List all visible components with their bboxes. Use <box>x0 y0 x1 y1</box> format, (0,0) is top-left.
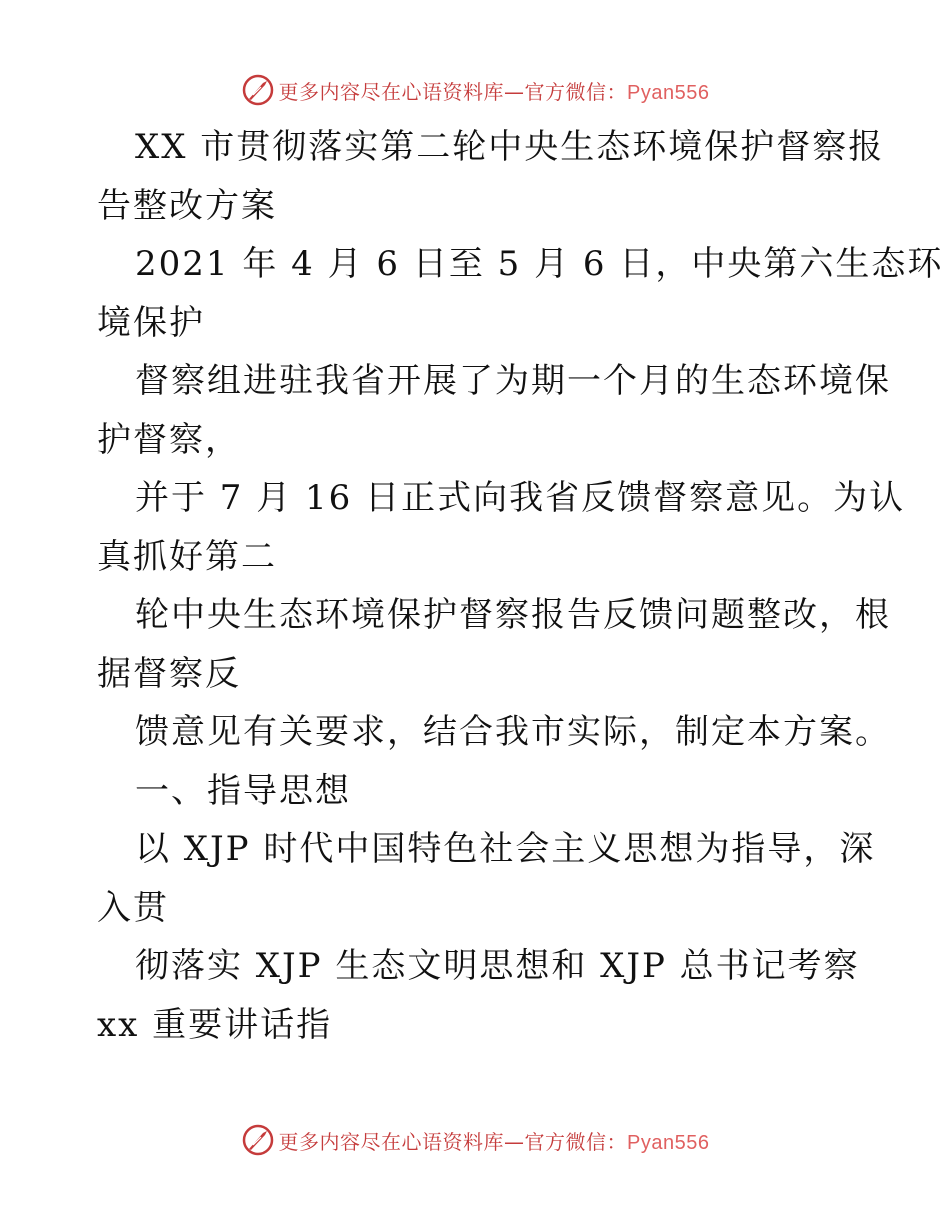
doc-title-line-2: 告整改方案 <box>97 185 277 226</box>
header-banner <box>0 70 950 110</box>
paragraph-line: 境保护 <box>97 302 205 343</box>
paragraph-line: 入贯 <box>97 887 169 928</box>
paragraph-line: 以 XJP 时代中国特色社会主义思想为指导，深 <box>135 829 876 869</box>
paragraph-line: 彻落实 XJP 生态文明思想和 XJP 总书记考察 <box>135 946 860 986</box>
paragraph-line: 据督察反 <box>97 653 241 694</box>
paragraph-line: 馈意见有关要求，结合我市实际，制定本方案。 <box>135 712 891 752</box>
paragraph-line: xx 重要讲话指 <box>97 1004 333 1045</box>
paragraph-line: 护督察， <box>97 419 241 460</box>
banner-title: 更多内容尽在心语资料库 <box>278 1129 505 1154</box>
banner-title: 更多内容尽在心语资料库 <box>278 79 505 104</box>
section-heading: 一、指导思想 <box>135 770 351 811</box>
banner-separator: — <box>504 79 525 104</box>
paragraph-line: 并于 7 月 16 日正式向我省反馈督察意见。为认 <box>135 478 906 518</box>
document-body <box>97 118 944 1054</box>
paragraph-line: 真抓好第二 <box>97 536 277 577</box>
banner-wechat-id: Pyan556 <box>627 81 710 104</box>
paragraph-line: 2021 年 4 月 6 日至 5 月 6 日，中央第六生态环 <box>135 244 944 284</box>
doc-title-line-1: XX 市贯彻落实第二轮中央生态环境保护督察报 <box>135 127 885 167</box>
banner-suffix: 官方微信： <box>524 79 628 104</box>
paragraph-line: 督察组进驻我省开展了为期一个月的生态环境保 <box>135 361 891 401</box>
banner-separator: — <box>504 1129 525 1154</box>
quill-pen-logo-icon <box>241 1123 275 1157</box>
quill-pen-logo-icon <box>241 73 275 107</box>
banner-wechat-id: Pyan556 <box>627 1131 710 1154</box>
banner-suffix: 官方微信： <box>524 1129 628 1154</box>
footer-banner <box>0 1120 950 1160</box>
paragraph-line: 轮中央生态环境保护督察报告反馈问题整改，根 <box>135 595 891 635</box>
